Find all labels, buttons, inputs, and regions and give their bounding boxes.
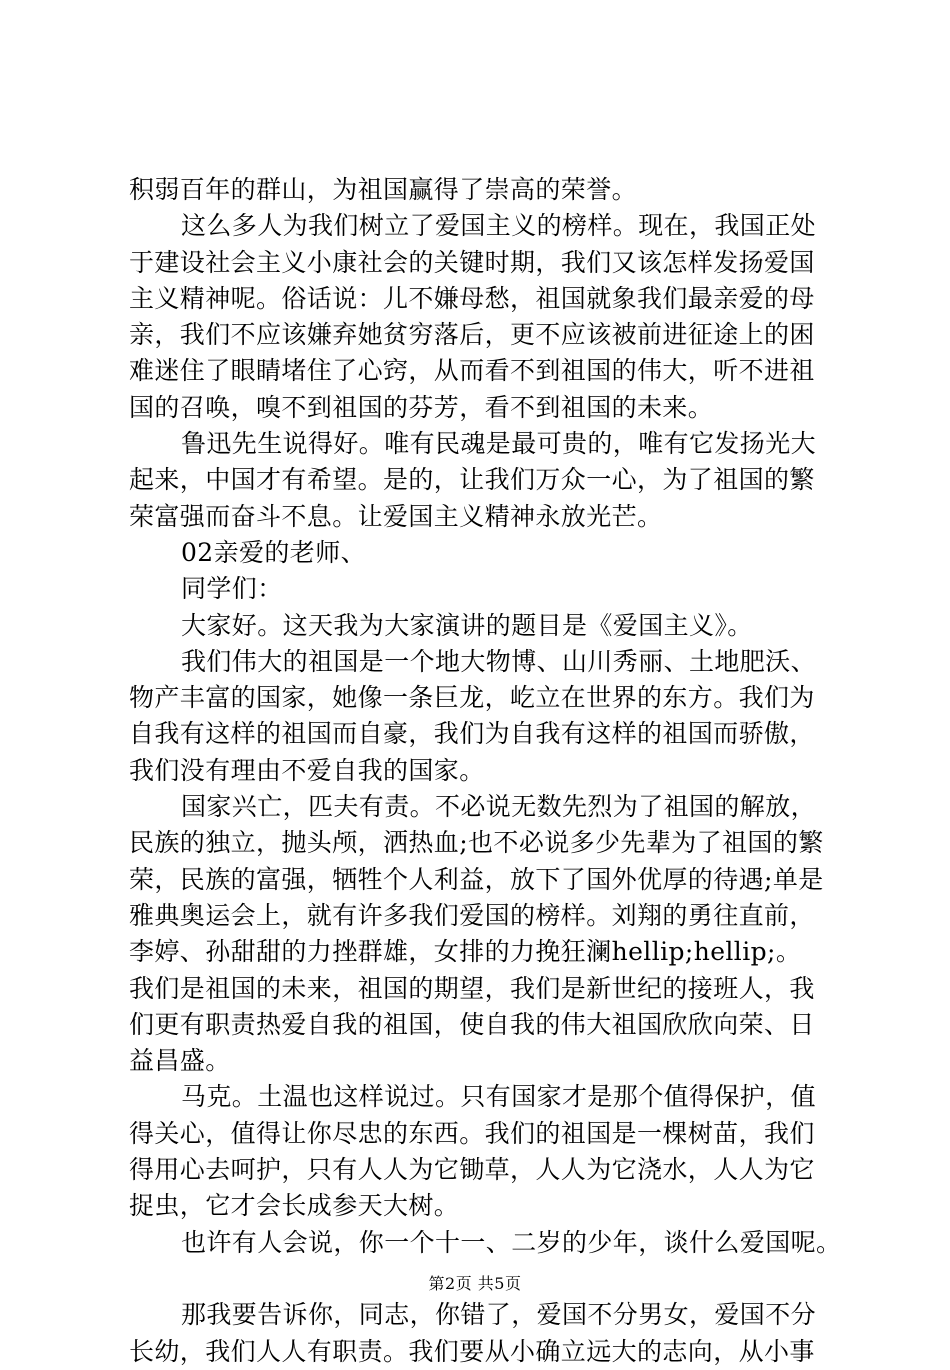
text-line: 李婷、孙甜甜的力挫群雄，女排的力挽狂澜hellip;hellip;。 xyxy=(129,937,802,967)
text-line: 民族的独立，抛头颅，洒热血;也不必说多少先辈为了祖国的繁 xyxy=(129,828,824,858)
text-line: 益昌盛。 xyxy=(129,1046,231,1076)
document-body xyxy=(129,172,842,1370)
text-line: 们更有职责热爱自我的祖国，使自我的伟大祖国欣欣向荣、日 xyxy=(129,1009,815,1039)
text-line: 捉虫，它才会长成参天大树。 xyxy=(129,1191,460,1221)
text-line: 我们没有理由不爱自我的国家。 xyxy=(129,755,485,785)
text-line: 也许有人会说，你一个十一、二岁的少年，谈什么爱国呢。 xyxy=(181,1227,842,1257)
text-line: 同学们： xyxy=(181,574,283,604)
text-line: 物产丰富的国家，她像一条巨龙，屹立在世界的东方。我们为 xyxy=(129,683,815,713)
text-line: 自我有这样的祖国而自豪，我们为自我有这样的祖国而骄傲， xyxy=(129,719,815,749)
text-line: 得用心去呵护，只有人人为它锄草，人人为它浇水，人人为它 xyxy=(129,1155,815,1185)
text-line: 亲，我们不应该嫌弃她贫穷落后，更不应该被前进征途上的困 xyxy=(129,320,815,350)
text-line: 荣富强而奋斗不息。让爱国主义精神永放光芒。 xyxy=(129,501,663,531)
text-line: 雅典奥运会上，就有许多我们爱国的榜样。刘翔的勇往直前， xyxy=(129,900,815,930)
text-line: 于建设社会主义小康社会的关键时期，我们又该怎样发扬爱国 xyxy=(129,247,815,277)
text-line: 长幼，我们人人有职责。我们要从小确立远大的志向，从小事 xyxy=(129,1336,815,1366)
text-line: 积弱百年的群山，为祖国赢得了崇高的荣誉。 xyxy=(129,175,638,204)
text-line: 荣，民族的富强，牺牲个人利益，放下了国外优厚的待遇;单是 xyxy=(129,864,824,894)
text-line: 大家好。这天我为大家演讲的题目是《爱国主义》。 xyxy=(181,610,753,640)
text-line: 02亲爱的老师、 xyxy=(181,537,367,567)
text-line: 我们伟大的祖国是一个地大物博、山川秀丽、土地肥沃、 xyxy=(181,646,817,676)
text-line: 那我要告诉你，同志，你错了，爱国不分男女，爱国不分 xyxy=(181,1300,817,1330)
text-line: 鲁迅先生说得好。唯有民魂是最可贵的，唯有它发扬光大 xyxy=(181,429,817,459)
text-line: 我们是祖国的未来，祖国的期望，我们是新世纪的接班人，我 xyxy=(129,973,815,1003)
text-line: 得关心，值得让你尽忠的东西。我们的祖国是一棵树苗，我们 xyxy=(129,1118,815,1148)
text-line: 国的召唤，嗅不到祖国的芬芳，看不到祖国的未来。 xyxy=(129,392,714,422)
text-line: 马克。土温也这样说过。只有国家才是那个值得保护，值 xyxy=(181,1082,817,1112)
page-footer: 第2页 共5页 xyxy=(428,1274,522,1293)
text-line: 这么多人为我们树立了爱国主义的榜样。现在，我国正处 xyxy=(181,211,817,241)
text-line: 主义精神呢。俗话说：儿不嫌母愁，祖国就象我们最亲爱的母 xyxy=(129,283,815,313)
text-line: 国家兴亡，匹夫有责。不必说无数先烈为了祖国的解放， xyxy=(181,792,817,822)
text-line: 难迷住了眼睛堵住了心窍，从而看不到祖国的伟大，听不进祖 xyxy=(129,356,815,386)
text-line: 起来，中国才有希望。是的，让我们万众一心，为了祖国的繁 xyxy=(129,465,815,495)
